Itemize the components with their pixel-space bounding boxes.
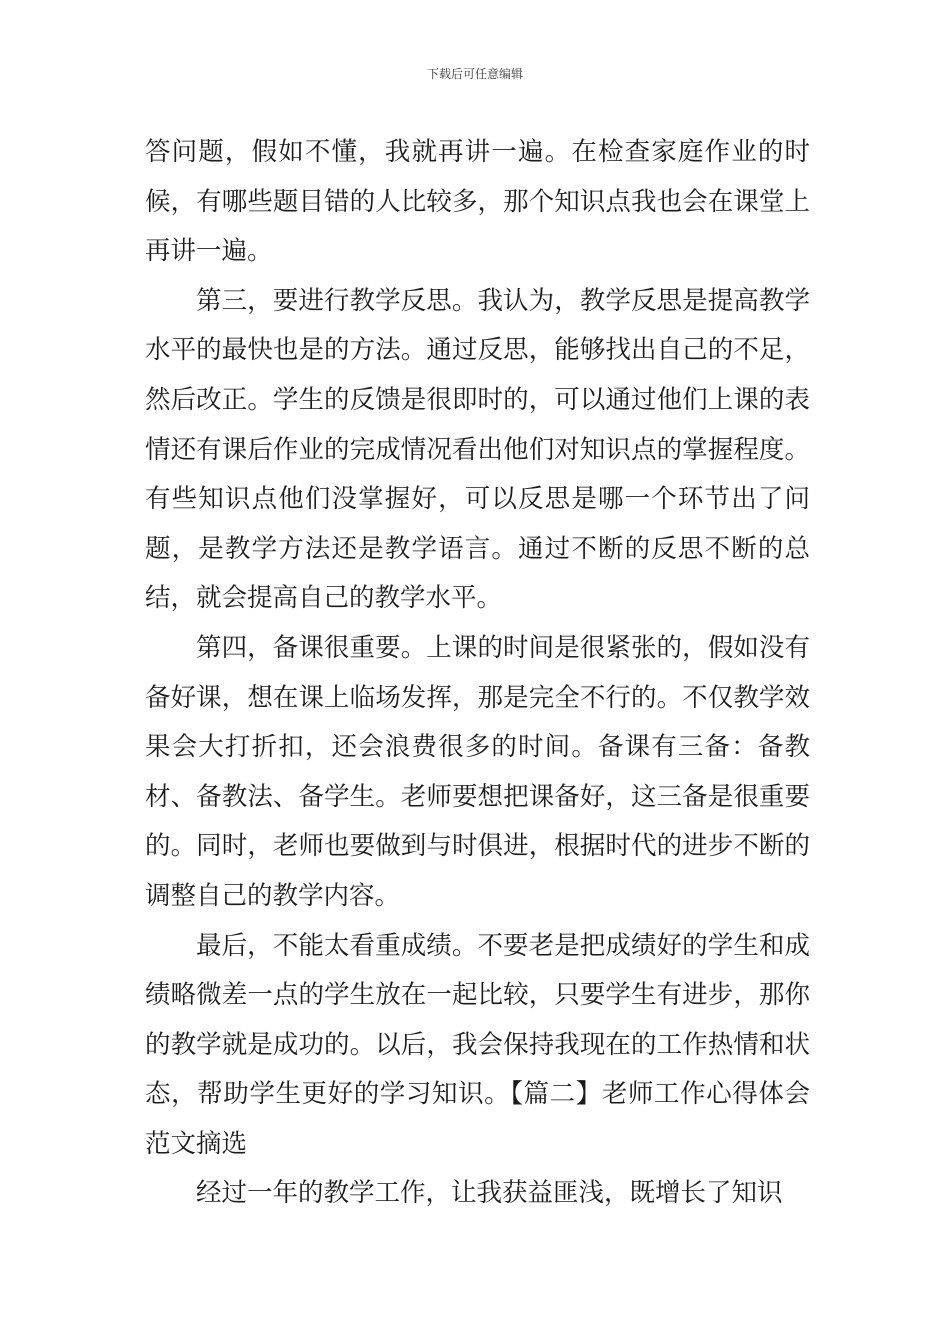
page-header: 下载后可任意编辑 [426, 67, 523, 81]
paragraph-fourth-point: 第四，备课很重要。上课的时间是很紧张的，假如没有备好课，想在课上临场发挥，那是完全不行的。不仅教学效果会大打折扣，还会浪费很多的时间。备课有三备：备教材、备教法、备学生。老师要想把课备好，这三备是很重要的。同时，老师也要做到与时俱进，根据时代的进步不断的调整自己的教学内容。 [145, 632, 810, 911]
paragraph-third-point: 第三，要进行教学反思。我认为，教学反思是提高教学水平的最快也是的方法。通过反思，能够找出自己的不足，然后改正。学生的反馈是很即时的，可以通过他们上课的表情还有课后作业的完成情况看出他们对知识点的掌握程度。有些知识点他们没掌握好，可以反思是哪一个环节出了问题，是教学方法还是教学语言。通过不断的反思不断的总结，就会提高自己的教学水平。 [145, 285, 810, 614]
document-body [145, 128, 810, 1219]
paragraph-finally: 最后，不能太看重成绩。不要老是把成绩好的学生和成绩略微差一点的学生放在一起比较，只要学生有进步，那你的教学就是成功的。以后，我会保持我现在的工作热情和状态，帮助学生更好的学习知识。【篇二】老师工作心得体会范文摘选 [145, 930, 810, 1159]
paragraph-part-two-start: 经过一年的教学工作，让我获益匪浅，既增长了知识 [196, 1178, 783, 1209]
paragraph-continuation: 答问题，假如不懂，我就再讲一遍。在检查家庭作业的时候，有哪些题目错的人比较多，那个知识点我也会在课堂上再讲一遍。 [145, 137, 810, 267]
